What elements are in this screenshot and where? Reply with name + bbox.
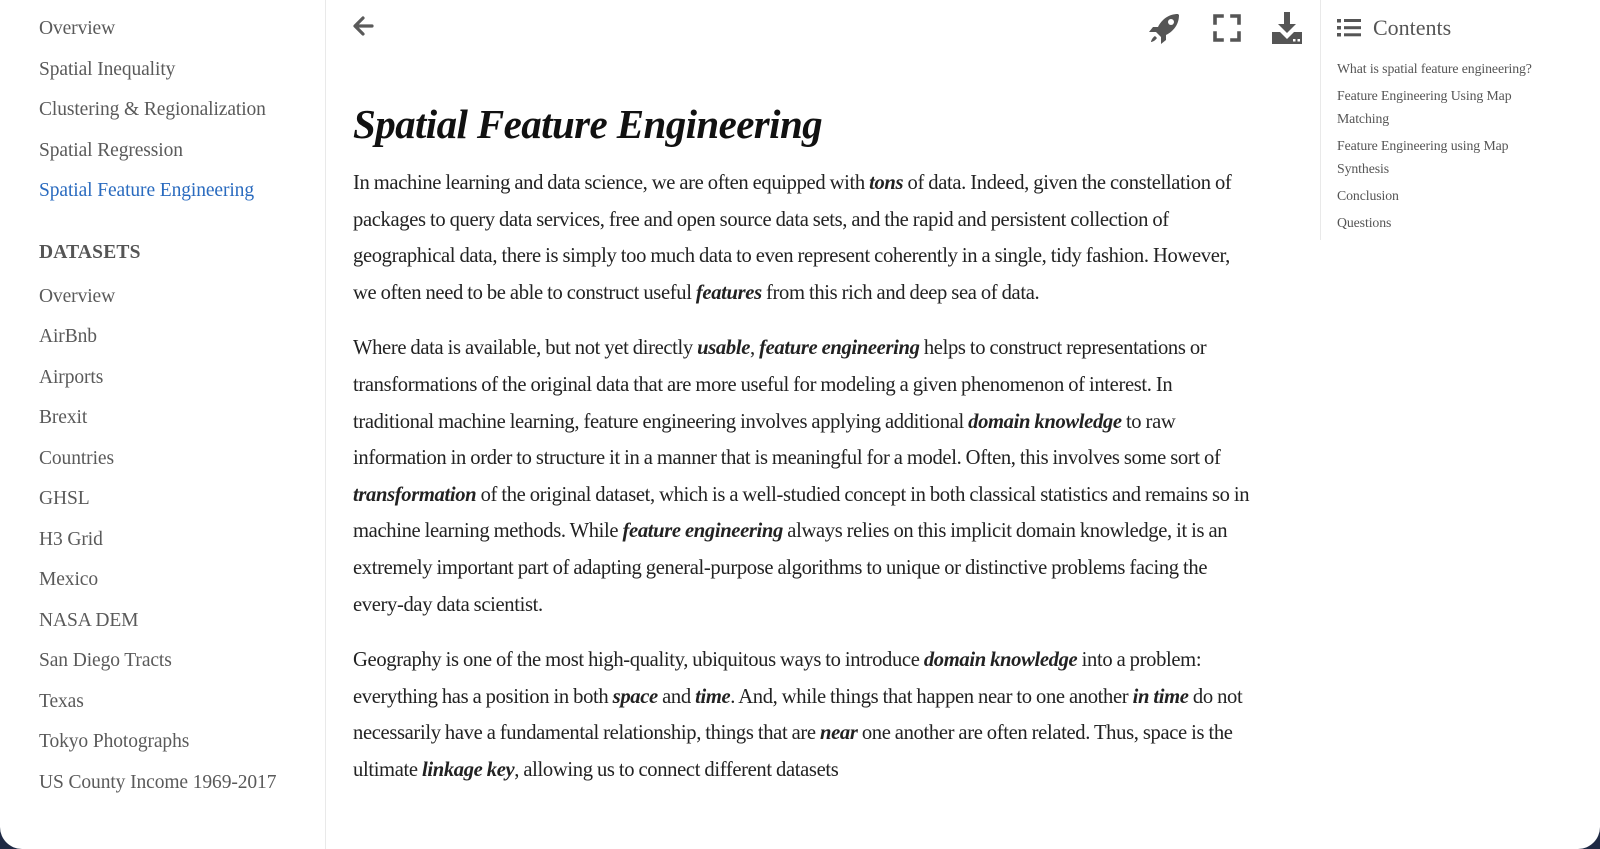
article [353,96,1253,808]
toc-item-map-synthesis[interactable]: Feature Engineering using Map Synthesis [1337,138,1509,176]
sidebar-item-airports[interactable]: Airports [39,366,104,388]
emphasis: space [612,685,658,708]
toc-list [1337,57,1600,234]
sidebar-nav [0,0,326,849]
sidebar-item-overview[interactable]: Overview [39,18,116,39]
sidebar-item-us-county-income[interactable]: US County Income 1969-2017 [39,771,277,793]
datasets-list [39,277,325,804]
back-button[interactable] [350,13,376,39]
toc-item-map-matching[interactable]: Feature Engineering Using Map Matching [1337,88,1512,126]
rocket-icon [1147,10,1183,46]
sidebar-item-spatial-regression[interactable]: Spatial Regression [39,139,183,161]
sidebar-item-clustering-regionalization[interactable]: Clustering & Regionalization [39,99,266,120]
sidebar-item-mexico[interactable]: Mexico [39,569,98,590]
emphasis: in time [1132,685,1189,708]
emphasis: feature engineering [622,520,783,543]
toc-item-what-is-spatial-feature-engineering[interactable]: What is spatial feature engineering? [1337,61,1532,76]
emphasis: usable [697,337,750,360]
paragraph: In machine learning and data science, we are often equipped with tons of data. Indeed, given the constellation of packages to query data services, free and open source data sets, and the rapid and persistent collection of geographical data, there is simply too much data to even represent coherently in a single, tidy fashion. However, we often need to be able to construct useful features from this rich and deep sea of data. [353,172,1232,304]
sidebar-item-texas[interactable]: Texas [39,690,84,712]
sidebar-item-san-diego-tracts[interactable]: San Diego Tracts [39,650,172,671]
sidebar-item-h3-grid[interactable]: H3 Grid [39,528,103,550]
launch-button[interactable] [1147,10,1183,46]
fullscreen-icon [1209,10,1245,46]
chapter-list [39,9,325,212]
emphasis: linkage key [421,758,515,781]
arrow-left-icon [350,13,376,39]
sidebar-item-spatial-feature-engineering[interactable]: Spatial Feature Engineering [39,180,254,201]
sidebar-item-spatial-inequality[interactable]: Spatial Inequality [39,58,176,80]
emphasis: transformation [353,483,477,506]
sidebar-item-datasets-overview[interactable]: Overview [39,285,116,307]
download-icon [1269,10,1305,46]
paragraph: Where data is available, but not yet directly usable, feature engineering helps to construct representations or transformations of the original data that are more useful for modeling a given phenomenon of interest. In traditional machine learning, feature engineering involves applying additional domain knowledge to raw information in order to structure it in a manner that is meaningful for a model. Often, this involves some sort of transformation of the original dataset, which is a well-studied concept in both classical statistics and remains so in machine learning methods. While feature engineering always relies on this implicit domain knowledge, it is an extremely important part of adapting general-purpose algorithms to unique or distinctive problems facing the every-day data scientist. [353,337,1250,616]
sidebar-item-countries[interactable]: Countries [39,447,114,469]
toc-item-conclusion[interactable]: Conclusion [1337,188,1399,203]
toc-item-questions[interactable]: Questions [1337,215,1392,230]
page-title: Spatial Feature Engineering [353,101,823,147]
emphasis: domain knowledge [968,410,1122,433]
download-button[interactable] [1269,10,1305,46]
toc-title: Contents [1373,15,1452,40]
sidebar-item-nasa-dem[interactable]: NASA DEM [39,609,139,631]
paragraph: Geography is one of the most high-quality, ubiquitous ways to introduce domain knowledge into a problem: everything has a position in both space and time. And, while things that happen near to one another in time do not necessarily have a fundamental relationship, things that are near one another are often related. Thus, space is the ultimate linkage key, allowing us to connect different datasets [353,649,1243,781]
sidebar-item-brexit[interactable]: Brexit [39,407,88,428]
emphasis: near [820,722,858,745]
sidebar-item-airbnb[interactable]: AirBnb [39,326,97,347]
emphasis: tons [869,172,904,194]
datasets-caption: DATASETS [39,241,141,263]
emphasis: time [695,685,731,708]
fullscreen-button[interactable] [1209,10,1245,46]
sidebar-item-tokyo-photographs[interactable]: Tokyo Photographs [39,731,190,752]
table-of-contents [1320,0,1600,240]
toc-header [1337,0,1600,56]
emphasis: feature engineering [759,337,920,360]
list-icon [1337,17,1361,39]
emphasis: features [695,281,762,304]
sidebar-item-ghsl[interactable]: GHSL [39,488,90,509]
emphasis: domain knowledge [923,649,1078,672]
main-content [327,0,1320,849]
